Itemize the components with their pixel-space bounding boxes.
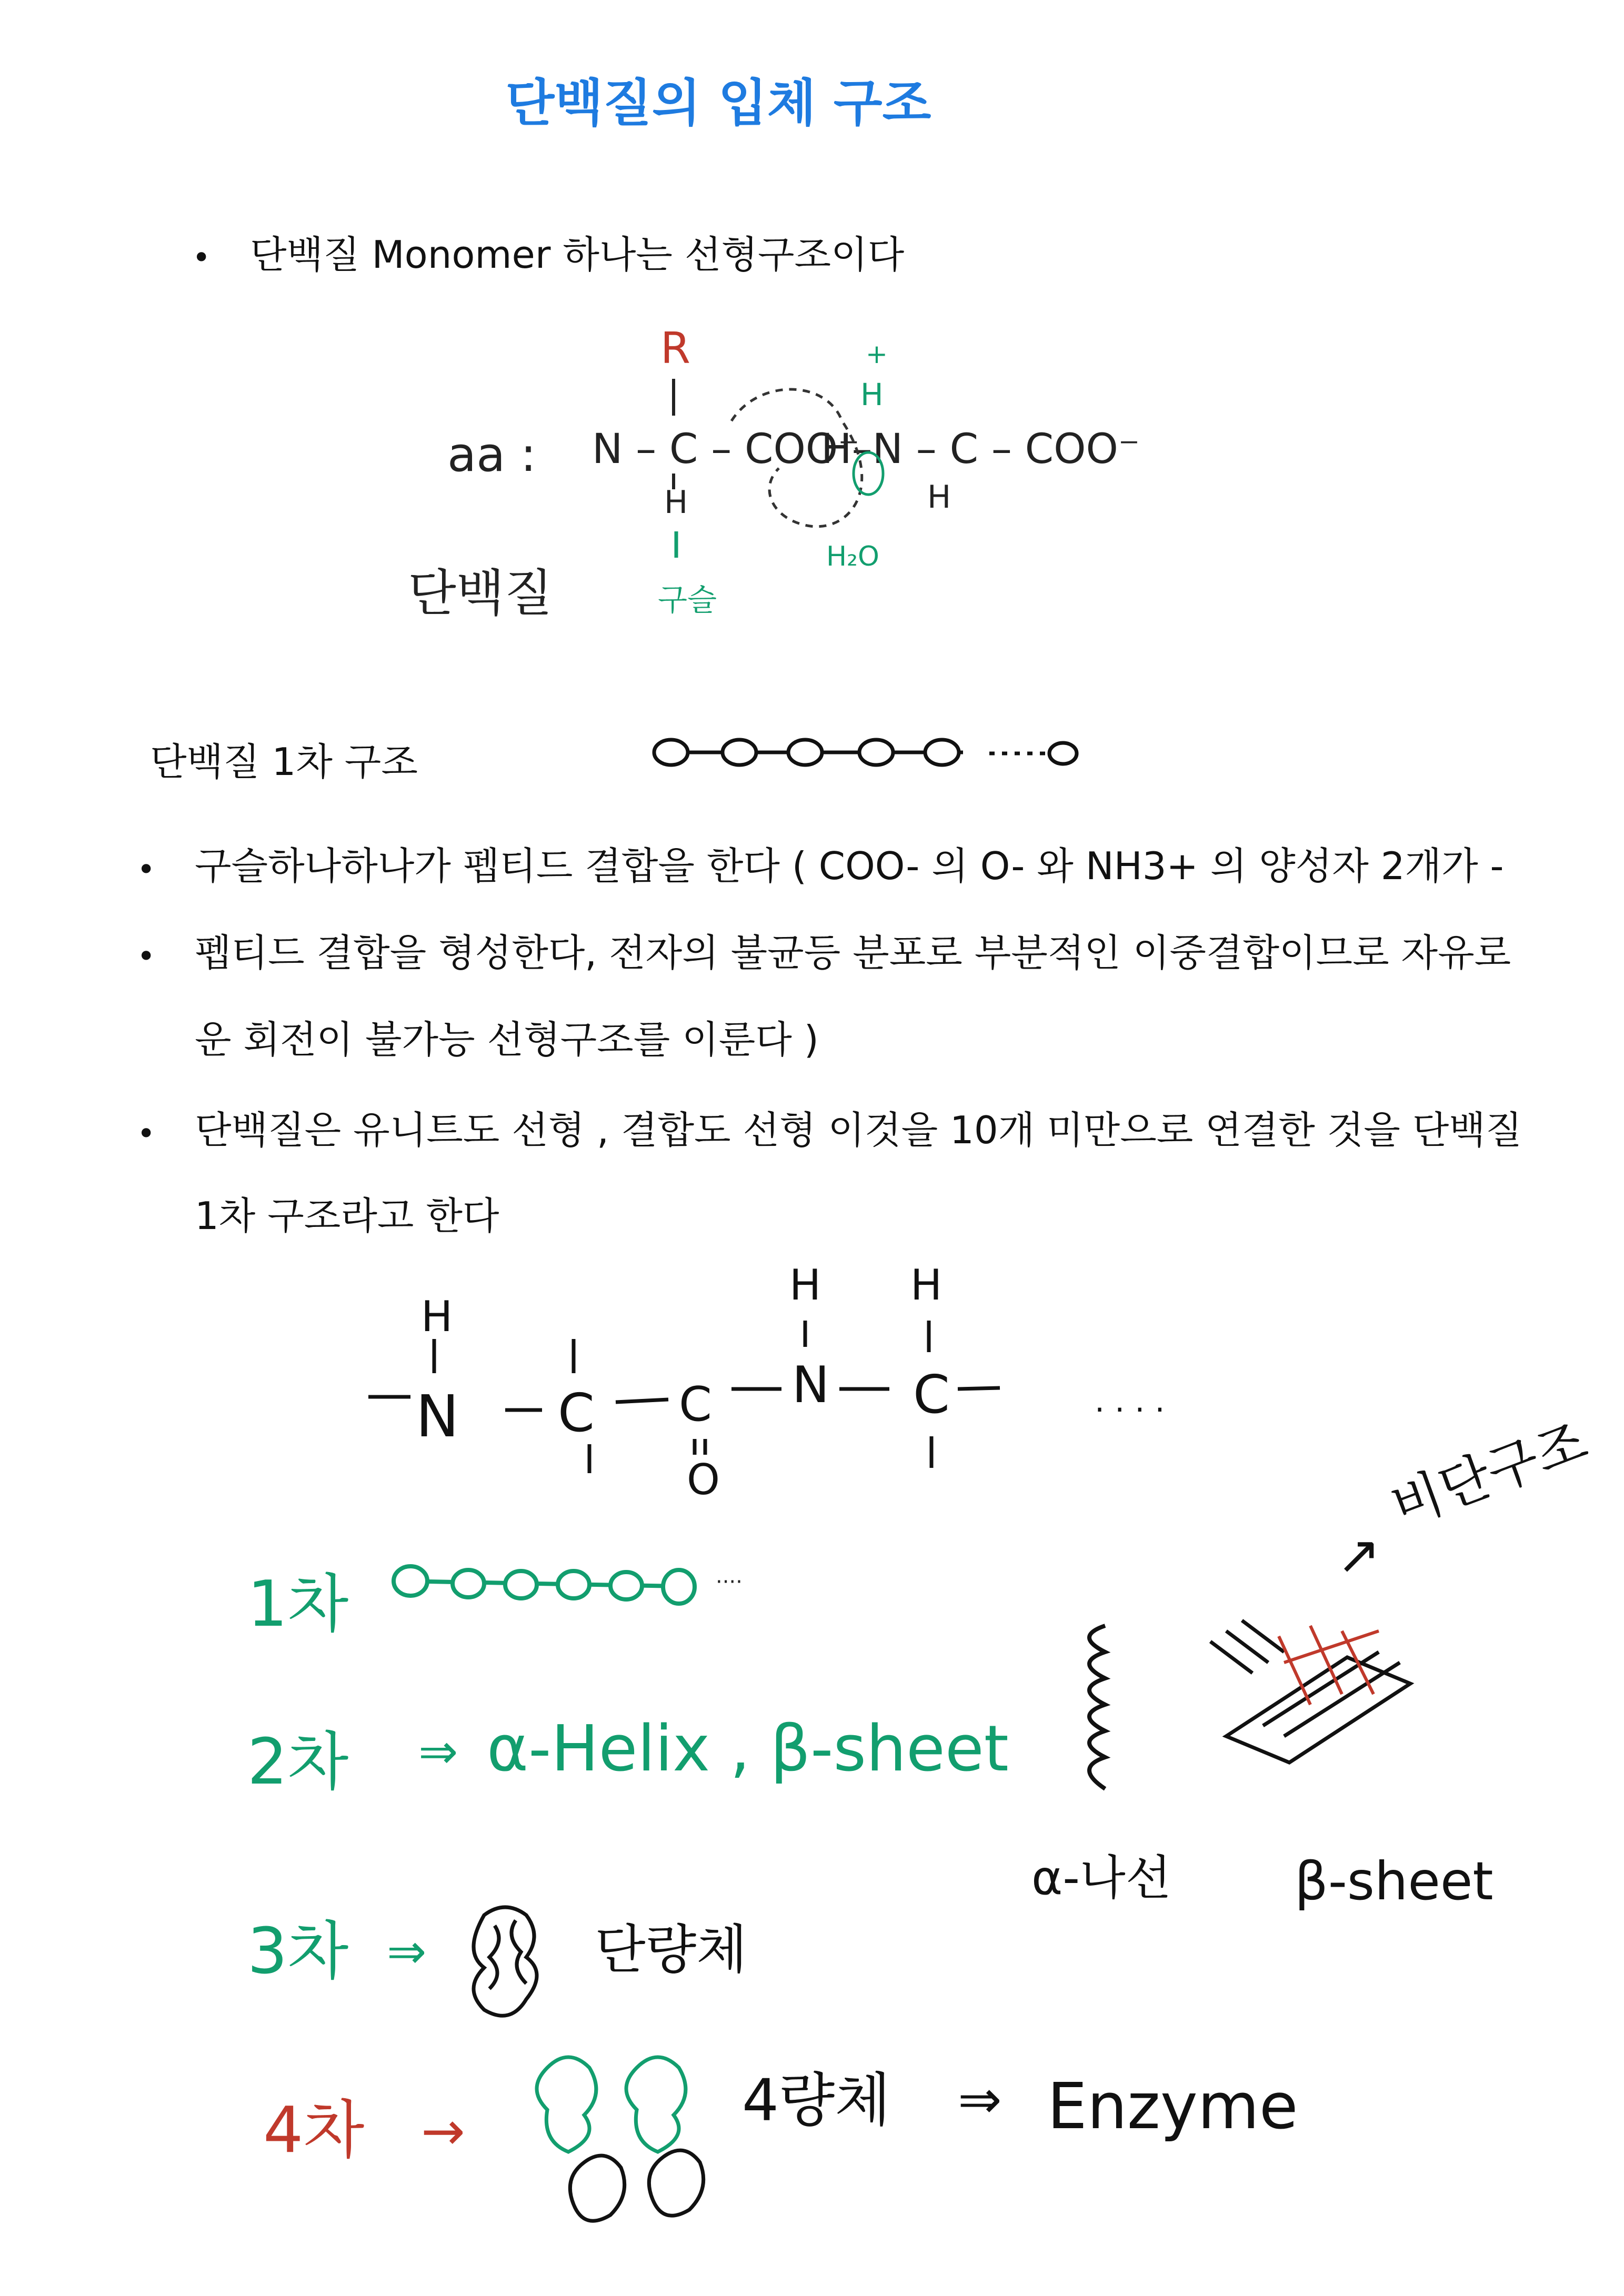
backbone-h-3: H [910, 1261, 943, 1310]
sketch-aa-label: aa : [447, 427, 537, 482]
sketch-plus: + [866, 339, 888, 369]
backbone-dots: · · · · [1095, 1392, 1165, 1428]
level4-text: 4량체 [742, 2067, 891, 2134]
level2-arrow: ⇒ [418, 1724, 458, 1779]
sketch-right-chain: H–N – C – COO⁻ [821, 426, 1140, 473]
level1-label: 1차 [247, 1568, 349, 1641]
backbone-h-1: H [421, 1292, 453, 1341]
bullet-dot: • [137, 938, 156, 975]
level4-arrow: → [421, 2100, 465, 2162]
level4-label: 4차 [263, 2094, 365, 2167]
sketch-protein-word: 단백질 [408, 565, 553, 622]
body-bullet-2-cont: 운 회전이 불가능 선형구조를 이룬다 ) [195, 1018, 819, 1062]
primary-structure-label: 단백질 1차 구조 [150, 740, 418, 784]
sheet-label: β-sheet [1295, 1850, 1493, 1912]
page-title: 단백질의 입체 구조 [505, 74, 931, 133]
nonhelix-arrow: ↗ [1337, 1524, 1381, 1586]
tetramer-blob [537, 2057, 704, 2221]
bullet-dot: • [192, 239, 211, 276]
level3-label: 3차 [247, 1915, 349, 1988]
sketch-h-right: H [927, 479, 951, 516]
backbone-n-2: N [792, 1356, 830, 1414]
body-bullet-2: 펩티드 결합을 형성한다, 전자의 불균등 분포로 부분적인 이중결합이므로 자유로 [195, 931, 1511, 975]
level2-text: α-Helix , β-sheet [487, 1713, 1009, 1786]
level1-dots: ···· [716, 1570, 743, 1594]
body-bullet-1: 구슬하나하나가 펩티드 결합을 한다 ( COO- 의 O- 와 NH3+ 의 양성자 2개가 - [195, 844, 1504, 888]
level2-label: 2차 [247, 1726, 349, 1799]
level4-arrow-2: ⇒ [958, 2069, 1002, 2130]
helix-label: α-나선 [1031, 1850, 1171, 1906]
body-bullet-3-cont: 1차 구조라고 한다 [195, 1194, 499, 1238]
sketch-h-top: H [860, 377, 884, 412]
level3-arrow: ⇒ [387, 1924, 427, 1979]
sketch-h2o: H₂O [826, 541, 879, 572]
level4-enzyme: Enzyme [1047, 2070, 1298, 2143]
sketch-h-below: H [664, 484, 688, 521]
body-bullet-3: 단백질은 유니트도 선형 , 결합도 선형 이것을 10개 미만으로 연결한 것을 단백질 [195, 1108, 1522, 1152]
monomer-blob [474, 1907, 537, 2016]
backbone-n-1: N [416, 1383, 459, 1450]
backbone-c-1: C [558, 1382, 595, 1444]
backbone-c-3: C [913, 1364, 950, 1425]
bullet-dot: • [137, 1115, 156, 1152]
sketch-r-label: R [660, 324, 690, 374]
nonhelix-label: 비단구조 [1383, 1410, 1596, 1538]
intro-bullet-text: 단백질 Monomer 하나는 선형구조이다 [250, 233, 905, 277]
sketch-bead-word: 구슬 [658, 582, 717, 618]
backbone-o: O [687, 1455, 720, 1504]
level3-text: 단량체 [595, 1919, 747, 1980]
helix-coil [1089, 1626, 1105, 1789]
sketch-left-chain: N – C – COO⁻ [592, 426, 860, 473]
bullet-dot: • [137, 851, 156, 888]
backbone-h-2: H [789, 1261, 821, 1310]
backbone-c-2: C [679, 1377, 712, 1432]
